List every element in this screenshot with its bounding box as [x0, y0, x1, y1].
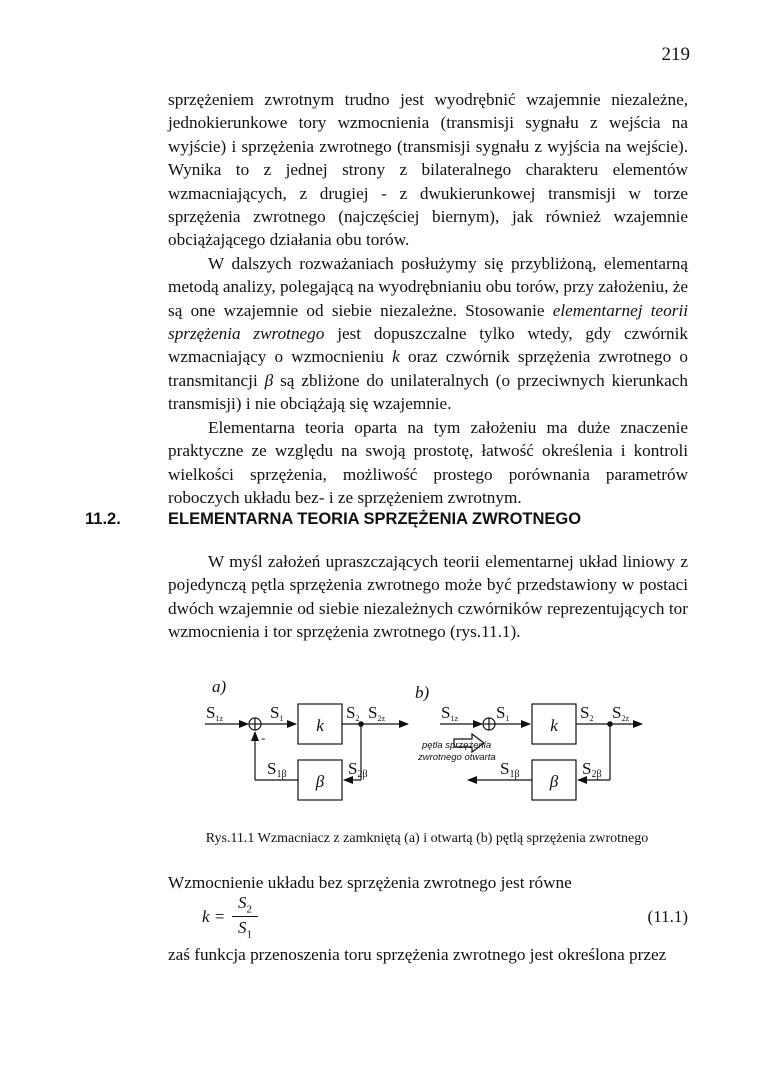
variable-beta: β: [264, 370, 274, 390]
a-k-label: k: [316, 716, 324, 735]
a-signal-s2: S2: [346, 703, 360, 723]
figure-caption: Rys.11.1 Wzmacniacz z zamkniętą (a) i otwartą (b) pętlą sprzężenia zwrotnego: [205, 831, 649, 846]
fraction-bar: [232, 916, 258, 917]
equation-11-1: [168, 893, 688, 945]
a-signal-s1: S1: [270, 703, 284, 723]
diagram-b-labels: [417, 703, 629, 791]
equation-number: (11.1): [647, 907, 688, 926]
diagram-a-closed-loop: [205, 677, 408, 800]
a-signal-s1z: S1z: [206, 703, 224, 723]
open-loop-label-1: pętla sprzężenia: [422, 740, 492, 751]
paragraph-2-part2: jest dopuszczalne tylko wtedy, gdy czwórnik wzmacniający o wzmocnieniu: [168, 324, 688, 367]
a-minus-sign: -: [261, 730, 266, 745]
section-number: 11.2.: [85, 510, 121, 528]
b-beta-label: β: [549, 772, 559, 791]
section-title: ELEMENTARNA TEORIA SPRZĘŻENIA ZWROTNEGO: [168, 510, 582, 528]
b-signal-s1: S1: [496, 703, 510, 723]
figure-feedback-diagrams: [200, 676, 660, 816]
paragraph-4: W myśl założeń upraszczających teorii elementarnej układ liniowy z pojedynczą pętla sprzężenia zwrotnego może być przedstawiony w postaci dwóch wzajemnie od siebie niezależnych czwórników reprezentujących tor wzmocnienia i tor sprzężenia zwrotnego (rys.11.1).: [168, 552, 688, 642]
equation-numerator: $S_2$: [238, 893, 252, 916]
b-signal-s1b: S1β: [500, 759, 520, 780]
page-number: 219: [661, 44, 690, 65]
open-loop-label-2: zwrotnego otwarta: [418, 752, 496, 763]
a-signal-s2z: S2z: [368, 703, 386, 723]
paragraph-2-part4: są zbliżone do unilateralnych (o przeciwnych kierunkach transmisji) i nie obciążają się wzajemnie.: [168, 370, 688, 414]
paragraph-3: Elementarna teoria oparta na tym założeniu ma duże znaczenie praktyczne ze względu na swoją prostotę, łatwość określenia i kontroli wielkości sprzężenia, możliwość prostego porównania parametrów roboczych układu bez- i ze sprzężeniem zwrotnym.: [168, 417, 688, 507]
label-a: a): [212, 677, 227, 696]
label-b: b): [415, 683, 430, 702]
body-text-section: [168, 550, 688, 644]
paragraph-2-part3: oraz czwórnik sprzężenia zwrotnego o transmitancji: [168, 347, 688, 390]
a-signal-s1b: S1β: [267, 759, 287, 780]
b-k-label: k: [550, 716, 558, 735]
a-signal-s2b: S2β: [348, 759, 368, 780]
b-signal-s1z: S1z: [441, 703, 459, 723]
paragraph-2: [168, 252, 688, 416]
body-text-top: [168, 88, 688, 509]
b-signal-s2b: S2β: [582, 759, 602, 780]
diagram-a-labels: [206, 703, 385, 791]
b-signal-s2z: S2z: [612, 703, 630, 723]
equation-denominator: $S_1$: [238, 918, 252, 941]
variable-k: k: [392, 347, 400, 367]
line-before-equation: Wzmocnienie układu bez sprzężenia zwrotnego jest równe: [168, 873, 572, 892]
line-after-equation: zaś funkcja przenoszenia toru sprzężenia zwrotnego jest określona przez: [168, 945, 667, 964]
paragraph-1: sprzężeniem zwrotnym trudno jest wyodrębnić wzajemnie niezależne, jednokierunkowe tory wzmocnienia (transmisji sygnału z wejścia na wyjście) i sprzężenia zwrotnego (transmisji sygnału z wyjścia na wejście). Wynika to z jednej strony z bilateralnego charakteru elementów wzmacniających, z drugiej - z dwukierunkowej transmisji w torze sprzężenia zwrotnego (najczęściej biernym), jak również wzajemnie obciążającego działania obu torów.: [168, 90, 688, 250]
paragraph-2-part1: W dalszych rozważaniach posłużymy się przybliżoną, elementarną metodą analizy, polegającą na wyodrębnianiu obu torów, przy założeniu, że są one wzajemnie od siebie niezależne. Stosowanie: [168, 253, 688, 320]
a-beta-label: β: [315, 772, 325, 791]
b-signal-s2: S2: [580, 703, 594, 723]
paragraph-2-emphasis: elementarnej teorii sprzężenia zwrotnego: [168, 300, 688, 344]
equation-lhs: k =: [202, 907, 226, 926]
